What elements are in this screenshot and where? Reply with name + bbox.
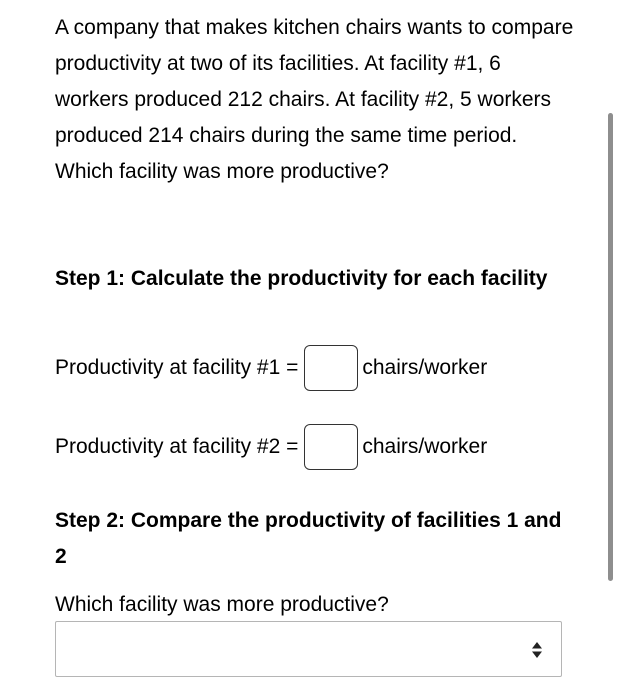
vertical-scrollbar[interactable] [608, 113, 613, 581]
facility2-productivity-label: Productivity at facility #2 = [55, 435, 299, 458]
updown-arrows-icon [531, 641, 543, 659]
facility2-productivity-row [55, 422, 487, 472]
facility2-productivity-input[interactable] [304, 424, 358, 470]
facility1-productivity-label: Productivity at facility #1 = [55, 356, 299, 379]
facility1-productivity-input[interactable] [304, 345, 358, 391]
facility1-productivity-row [55, 343, 487, 393]
facility1-unit-label: chairs/worker [362, 356, 488, 379]
step1-heading: Step 1: Calculate the productivity for each facility [55, 267, 548, 290]
comparison-prompt: Which facility was more productive? [55, 593, 389, 616]
question-text: A company that makes kitchen chairs wants to compare productivity at two of its facilities. At facility #1, 6 workers produced 212 chairs. At facility #2, 5 workers produced 214 chairs during the same time period. Which facility was more productive? [55, 16, 574, 183]
step2-heading: Step 2: Compare the productivity of facilities 1 and 2 [55, 509, 562, 568]
more-productive-facility-select[interactable] [55, 621, 562, 677]
facility2-unit-label: chairs/worker [362, 435, 488, 458]
